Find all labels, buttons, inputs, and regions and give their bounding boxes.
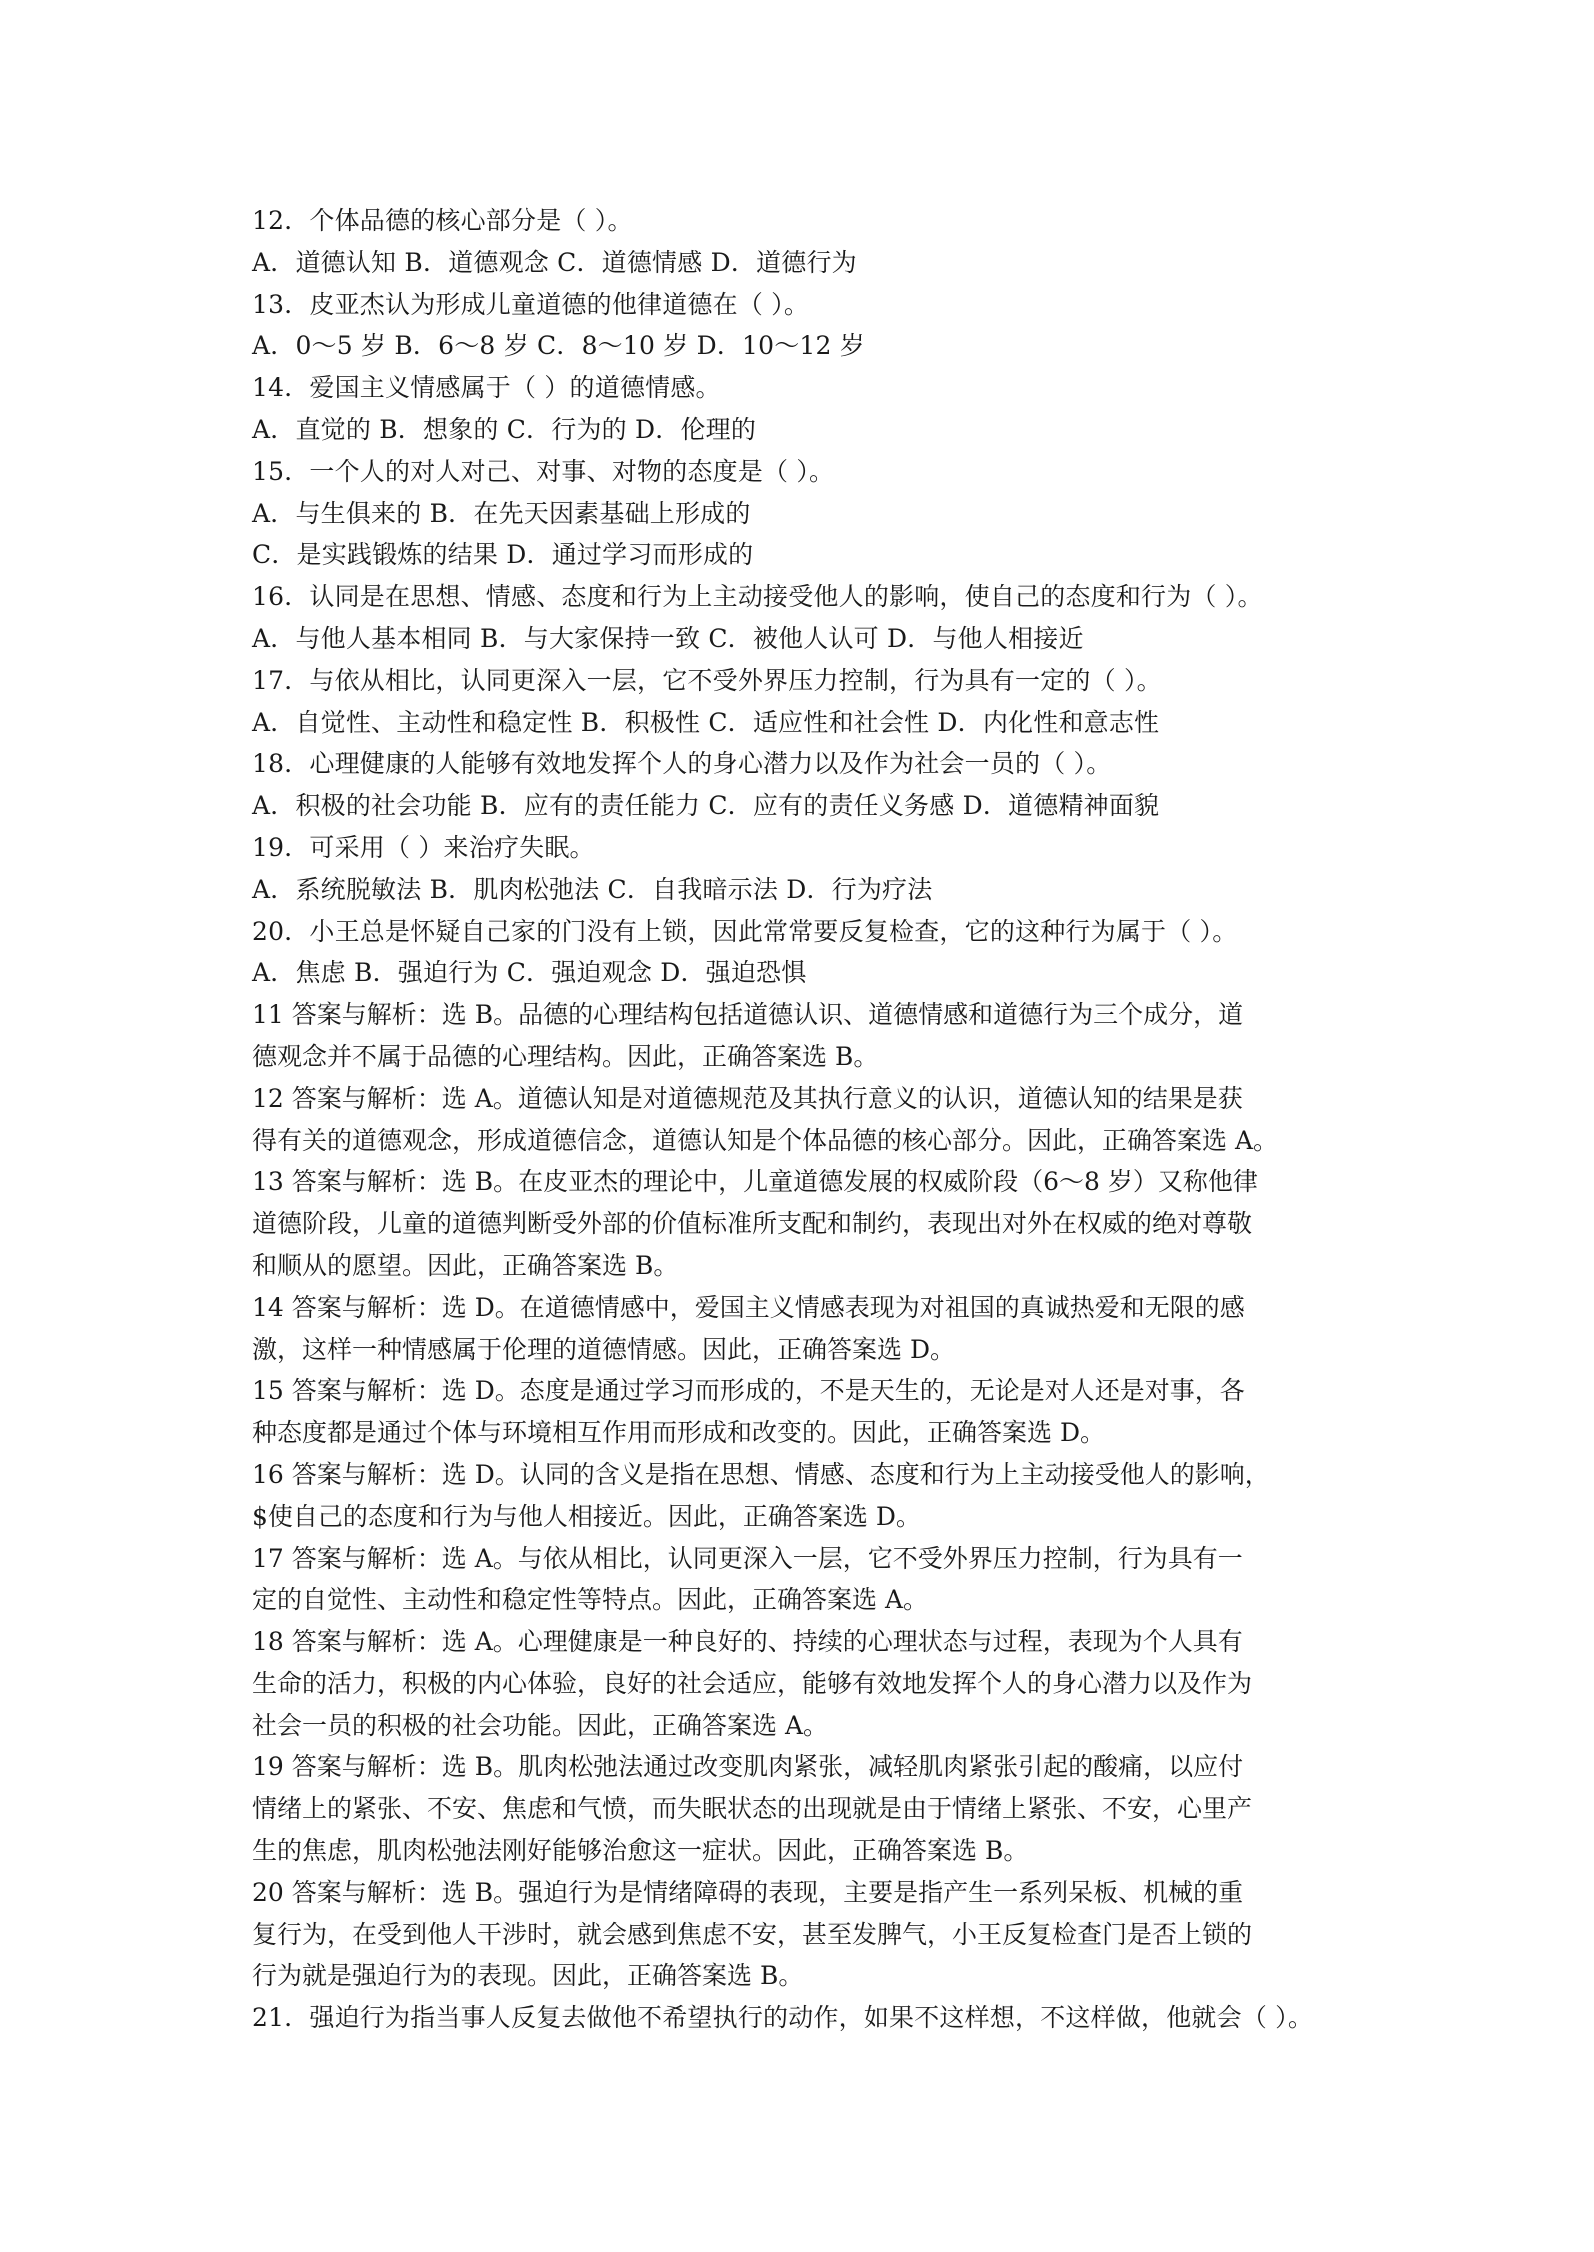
question-20 bbox=[252, 911, 1362, 995]
answer-line: 复行为，在受到他人干涉时，就会感到焦虑不安，甚至发脾气，小王反复检查门是否上锁的 bbox=[252, 1919, 1253, 1949]
question-14 bbox=[252, 367, 1362, 451]
answer-13 bbox=[252, 1161, 1362, 1286]
question-21-stem: 21．强迫行为指当事人反复去做他不希望执行的动作，如果不这样想，不这样做，他就会（ ）。 bbox=[252, 2003, 1314, 2033]
answer-16 bbox=[252, 1454, 1362, 1538]
question-options: A．0～5 岁 B．6～8 岁 C．8～10 岁 D．10～12 岁 bbox=[252, 331, 865, 361]
question-12 bbox=[252, 200, 1362, 284]
answer-18 bbox=[252, 1621, 1362, 1746]
answer-line: 11 答案与解析：选 B。品德的心理结构包括道德认识、道德情感和道德行为三个成分，道 bbox=[252, 1000, 1244, 1030]
answer-line: 和顺从的愿望。因此，正确答案选 B。 bbox=[252, 1250, 679, 1280]
answer-line: 情绪上的紧张、不安、焦虑和气愤，而失眠状态的出现就是由于情绪上紧张、不安，心里产 bbox=[252, 1794, 1253, 1824]
question-16 bbox=[252, 576, 1362, 660]
answer-line: 14 答案与解析：选 D。在道德情感中，爱国主义情感表现为对祖国的真诚热爱和无限的感 bbox=[252, 1292, 1245, 1322]
answer-line: 行为就是强迫行为的表现。因此，正确答案选 B。 bbox=[252, 1961, 804, 1991]
question-options: A．焦虑 B．强迫行为 C．强迫观念 D．强迫恐惧 bbox=[252, 958, 807, 988]
question-stem: 12．个体品德的核心部分是（ ）。 bbox=[252, 206, 633, 235]
answer-line: 17 答案与解析：选 A。与依从相比，认同更深入一层，它不受外界压力控制，行为具有一 bbox=[252, 1543, 1243, 1573]
question-options: A．积极的社会功能 B．应有的责任能力 C．应有的责任义务感 D．道德精神面貌 bbox=[252, 791, 1160, 821]
question-15 bbox=[252, 451, 1362, 576]
question-stem: 14．爱国主义情感属于（ ）的道德情感。 bbox=[252, 373, 721, 403]
answer-line: 19 答案与解析：选 B。肌肉松弛法通过改变肌肉紧张，减轻肌肉紧张引起的酸痛，以应付 bbox=[252, 1752, 1244, 1782]
answer-line: 13 答案与解析：选 B。在皮亚杰的理论中，儿童道德发展的权威阶段（6～8 岁）又称他律 bbox=[252, 1167, 1258, 1197]
answer-line: 12 答案与解析：选 A。道德认知是对道德规范及其执行意义的认识，道德认知的结果是获 bbox=[252, 1083, 1243, 1113]
answer-line: 道德阶段，儿童的道德判断受外部的价值标准所支配和制约，表现出对外在权威的绝对尊敬 bbox=[252, 1209, 1253, 1239]
answer-19 bbox=[252, 1746, 1362, 1871]
question-stem: 15．一个人的对人对己、对事、对物的态度是（ ）。 bbox=[252, 456, 835, 486]
answer-line: 15 答案与解析：选 D。态度是通过学习而形成的，不是天生的，无论是对人还是对事，各 bbox=[252, 1376, 1245, 1406]
question-options: A．系统脱敏法 B．肌肉松弛法 C．自我暗示法 D．行为疗法 bbox=[252, 874, 933, 904]
question-19 bbox=[252, 827, 1362, 911]
question-options: A．与他人基本相同 B．与大家保持一致 C．被他人认可 D．与他人相接近 bbox=[252, 623, 1084, 653]
answer-line: 定的自觉性、主动性和稳定性等特点。因此，正确答案选 A。 bbox=[252, 1585, 929, 1615]
answer-line: 18 答案与解析：选 A。心理健康是一种良好的、持续的心理状态与过程，表现为个人具有 bbox=[252, 1627, 1243, 1657]
question-stem: 17．与依从相比，认同更深入一层，它不受外界压力控制，行为具有一定的（ ）。 bbox=[252, 665, 1162, 695]
answer-line: 激，这样一种情感属于伦理的道德情感。因此，正确答案选 D。 bbox=[252, 1334, 955, 1364]
question-17 bbox=[252, 660, 1362, 744]
question-options: A．道德认知 B．道德观念 C．道德情感 D．道德行为 bbox=[252, 247, 857, 277]
document-page bbox=[252, 200, 1362, 2039]
question-stem: 20．小王总是怀疑自己家的门没有上锁，因此常常要反复检查，它的这种行为属于（ ）。 bbox=[252, 916, 1238, 946]
question-18 bbox=[252, 743, 1362, 827]
answer-line: 社会一员的积极的社会功能。因此，正确答案选 A。 bbox=[252, 1710, 829, 1740]
question-stem: 16．认同是在思想、情感、态度和行为上主动接受他人的影响，使自己的态度和行为（ ）。 bbox=[252, 582, 1263, 612]
answer-line: 种态度都是通过个体与环境相互作用而形成和改变的。因此，正确答案选 D。 bbox=[252, 1418, 1105, 1448]
answer-line: 16 答案与解析：选 D。认同的含义是指在思想、情感、态度和行为上主动接受他人的影响， bbox=[252, 1459, 1270, 1489]
answer-line: 20 答案与解析：选 B。强迫行为是情绪障碍的表现，主要是指产生一系列呆板、机械的重 bbox=[252, 1877, 1244, 1907]
answer-line: 生命的活力，积极的内心体验，良好的社会适应，能够有效地发挥个人的身心潜力以及作为 bbox=[252, 1668, 1253, 1698]
question-13 bbox=[252, 284, 1362, 368]
question-options: A．直觉的 B．想象的 C．行为的 D．伦理的 bbox=[252, 414, 757, 444]
answer-20 bbox=[252, 1872, 1362, 1997]
question-stem: 13．皮亚杰认为形成儿童道德的他律道德在（ ）。 bbox=[252, 289, 810, 319]
question-options: A．自觉性、主动性和稳定性 B．积极性 C．适应性和社会性 D．内化性和意志性 bbox=[252, 707, 1160, 737]
question-stem: 19．可采用（ ）来治疗失眠。 bbox=[252, 832, 595, 862]
answer-line: $使自己的态度和行为与他人相接近。因此，正确答案选 D。 bbox=[252, 1501, 921, 1531]
answer-17 bbox=[252, 1538, 1362, 1622]
answer-15 bbox=[252, 1370, 1362, 1454]
question-options: A．与生俱来的 B．在先天因素基础上形成的 bbox=[252, 498, 751, 528]
answer-line: 生的焦虑，肌肉松弛法刚好能够治愈这一症状。因此，正确答案选 B。 bbox=[252, 1836, 1029, 1866]
answer-12 bbox=[252, 1078, 1362, 1162]
answer-11 bbox=[252, 994, 1362, 1078]
answer-14 bbox=[252, 1287, 1362, 1371]
answer-line: 得有关的道德观念，形成道德信念，道德认知是个体品德的核心部分。因此，正确答案选 A。 bbox=[252, 1125, 1279, 1155]
question-options: C．是实践锻炼的结果 D．通过学习而形成的 bbox=[252, 540, 754, 570]
question-stem: 18．心理健康的人能够有效地发挥个人的身心潜力以及作为社会一员的（ ）。 bbox=[252, 749, 1112, 779]
answer-line: 德观念并不属于品德的心理结构。因此，正确答案选 B。 bbox=[252, 1041, 879, 1071]
